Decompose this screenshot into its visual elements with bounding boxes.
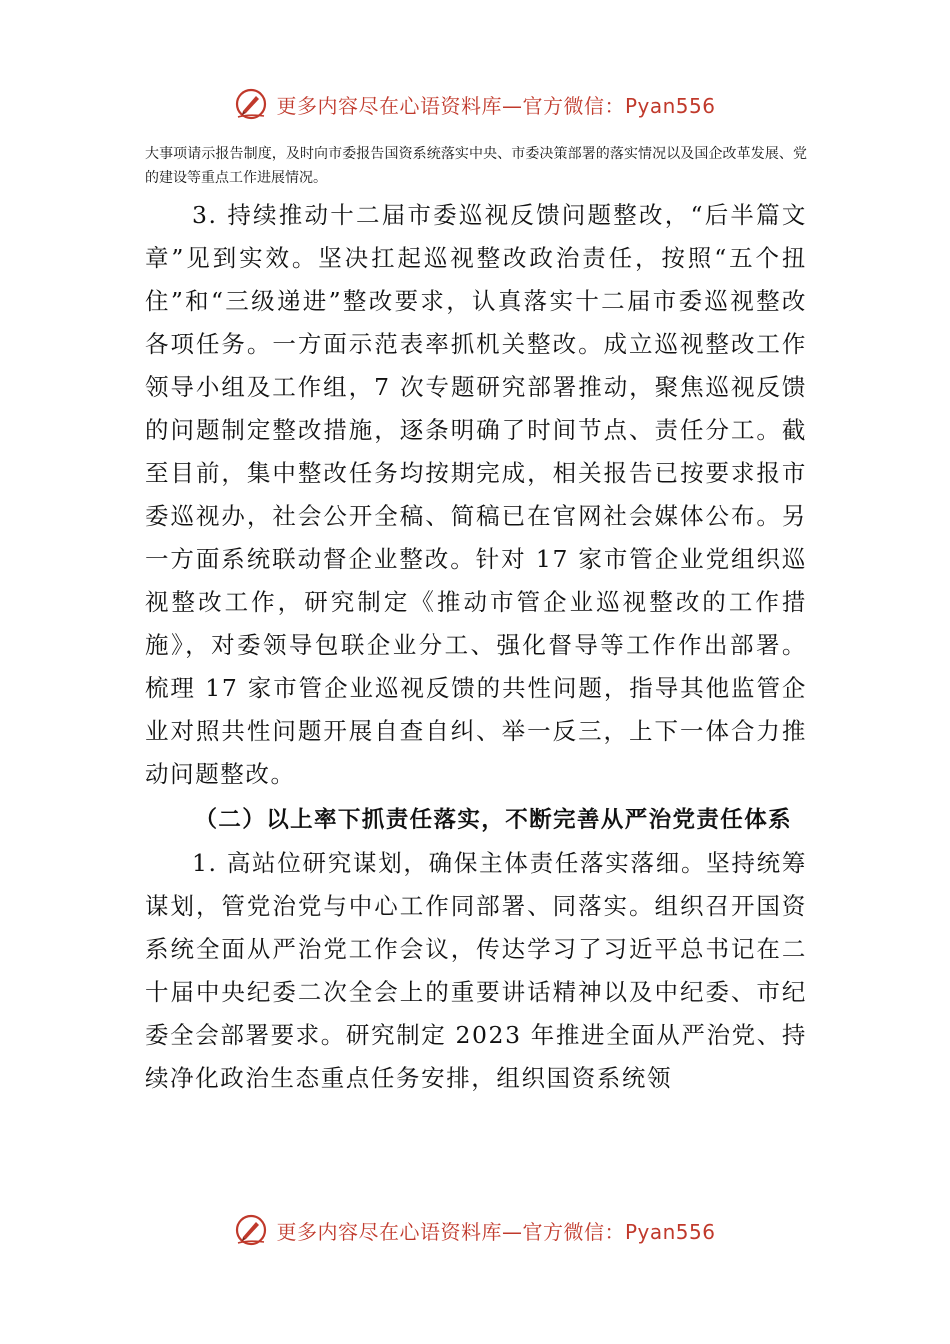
paragraph-item-3: 3. 持续推动十二届市委巡视反馈问题整改，“后半篇文章”见到实效。坚决扛起巡视整改政治责任，按照“五个扭住”和“三级递进”整改要求，认真落实十二届市委巡视整改各项任务。一方面示范表率抓机关整改。成立巡视整改工作领导小组及工作组，7 次专题研究部署推动，聚焦巡视反馈的问题制定整改措施，逐条明确了时间节点、责任分工。截至目前，集中整改任务均按期完成，相关报告已按要求报市委巡视办，社会公开全稿、简稿已在官网社会媒体公布。另一方面系统联动督企业整改。针对 17 家市管企业党组织巡视整改工作，研究制定《推动市管企业巡视整改的工作措施》，对委领导包联企业分工、强化督导等工作作出部署。梳理 17 家市管企业巡视反馈的共性问题，指导其他监管企业对照共性问题开展自查自纠、举一反三，上下一体合力推动问题整改。 <box>145 201 807 788</box>
footer-banner-text: 更多内容尽在心语资料库—官方微信：Pyan556 <box>276 1219 716 1244</box>
intro-text: 大事项请示报告制度，及时向市委报告国资系统落实中央、市委决策部署的落实情况以及国企改革发展、党的建设等重点工作进展情况。 <box>145 146 807 186</box>
pen-logo-icon <box>234 1213 268 1247</box>
footer-banner <box>0 1208 950 1252</box>
pen-logo-icon <box>234 87 268 121</box>
header-banner <box>0 82 950 126</box>
header-banner-text: 更多内容尽在心语资料库—官方微信：Pyan556 <box>276 93 716 118</box>
section-heading: （二）以上率下抓责任落实，不断完善从严治党责任体系 <box>194 807 793 833</box>
paragraph-item-1: 1. 高站位研究谋划，确保主体责任落实落细。坚持统筹谋划，管党治党与中心工作同部署、同落实。组织召开国资系统全面从严治党工作会议，传达学习了习近平总书记在二十届中央纪委二次全会上的重要讲话精神以及中纪委、市纪委全会部署要求。研究制定 2023 年推进全面从严治党、持续净化政治生态重点任务安排，组织国资系统领 <box>145 849 807 1092</box>
document-body <box>145 142 807 1100</box>
